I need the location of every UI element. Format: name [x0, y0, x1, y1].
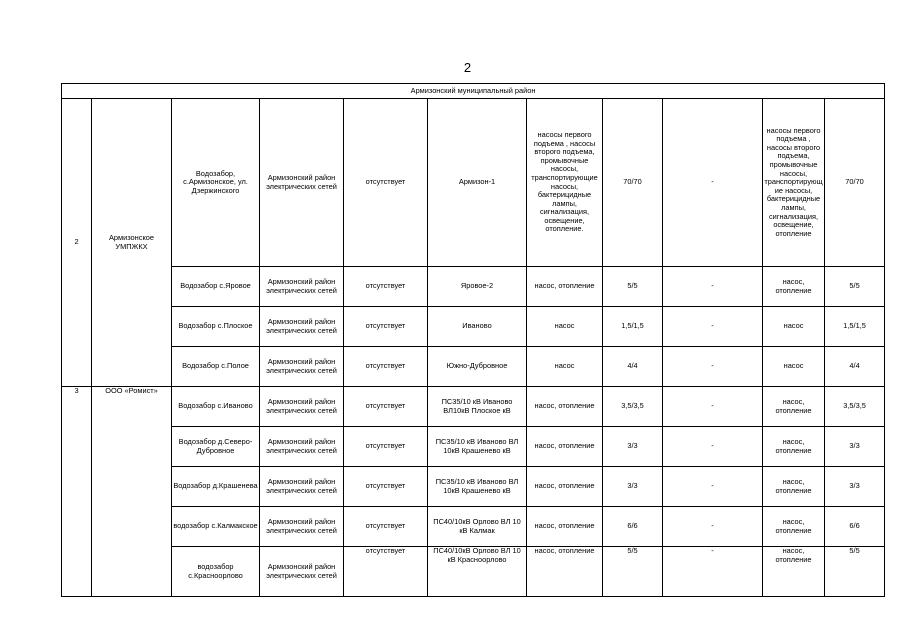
consumers-cell: насос, отопление [527, 467, 603, 507]
district-title: Армизонский муниципальный район [62, 84, 885, 99]
reserve-cell: отсутствует [344, 547, 428, 597]
power-supply-table [61, 83, 885, 597]
dash-cell: - [663, 387, 763, 427]
site-cell: Водозабор с.Плоское [172, 307, 260, 347]
power2-cell: 4/4 [825, 347, 885, 387]
dash-cell: - [663, 347, 763, 387]
site-cell: водозабор с.Красноорлово [172, 547, 260, 597]
reserve-cell: отсутствует [344, 467, 428, 507]
substation-cell: Иваново [428, 307, 527, 347]
consumers2-cell: насос, отопление [763, 387, 825, 427]
network-cell: Армизонский район электрических сетей [260, 307, 344, 347]
dash-cell: - [663, 467, 763, 507]
power-cell: 6/6 [603, 507, 663, 547]
site-cell: Водозабор с.Иваново [172, 387, 260, 427]
site-cell: Водозабор д.Северо-Дубровное [172, 427, 260, 467]
power2-cell: 70/70 [825, 99, 885, 267]
power2-cell: 5/5 [825, 547, 885, 597]
substation-cell: ПС35/10 кВ Иваново ВЛ 10кВ Крашенево кВ [428, 427, 527, 467]
consumers2-cell: насос, отопление [763, 267, 825, 307]
consumers-cell: насосы первого подъема , насосы второго подъема, промывочные насосы, транспортирующие насосы, бактерицидные лампы, сигнализация, освещение, отопление. [527, 99, 603, 267]
consumers-cell: насос, отопление [527, 267, 603, 307]
network-cell: Армизонский район электрических сетей [260, 507, 344, 547]
network-cell: Армизонский район электрических сетей [260, 99, 344, 267]
power-cell: 5/5 [603, 267, 663, 307]
substation-cell: ПС35/10 кВ Иваново ВЛ10кВ Плоское кВ [428, 387, 527, 427]
network-cell: Армизонский район электрических сетей [260, 267, 344, 307]
dash-cell: - [663, 427, 763, 467]
row-number: 3 [62, 387, 92, 597]
power-cell: 5/5 [603, 547, 663, 597]
dash-cell: - [663, 99, 763, 267]
power-cell: 3/3 [603, 467, 663, 507]
dash-cell: - [663, 307, 763, 347]
reserve-cell: отсутствует [344, 307, 428, 347]
consumers-cell: насос, отопление [527, 547, 603, 597]
network-cell: Армизонский район электрических сетей [260, 467, 344, 507]
substation-cell: ПС35/10 кВ Иваново ВЛ 10кВ Крашенево кВ [428, 467, 527, 507]
table-row [62, 467, 885, 507]
site-cell: Водозабор с.Полое [172, 347, 260, 387]
consumers-cell: насос, отопление [527, 387, 603, 427]
consumers-cell: насос [527, 347, 603, 387]
dash-cell: - [663, 547, 763, 597]
consumers2-cell: насос, отопление [763, 467, 825, 507]
power2-cell: 6/6 [825, 507, 885, 547]
site-cell: Водозабор с.Яровое [172, 267, 260, 307]
substation-cell: ПС40/10кВ Орлово ВЛ 10 кВ Калмак [428, 507, 527, 547]
consumers2-cell: насос, отопление [763, 547, 825, 597]
power2-cell: 3/3 [825, 427, 885, 467]
consumers2-cell: насос [763, 307, 825, 347]
reserve-cell: отсутствует [344, 99, 428, 267]
consumers2-cell: насос, отопление [763, 507, 825, 547]
table-row [62, 307, 885, 347]
power2-cell: 3/3 [825, 467, 885, 507]
substation-cell: Яровое-2 [428, 267, 527, 307]
substation-cell: Армизон-1 [428, 99, 527, 267]
power-cell: 70/70 [603, 99, 663, 267]
table-row [62, 547, 885, 597]
substation-cell: ПС40/10кВ Орлово ВЛ 10 кВ Красноорлово [428, 547, 527, 597]
dash-cell: - [663, 507, 763, 547]
reserve-cell: отсутствует [344, 507, 428, 547]
table-row [62, 347, 885, 387]
table-row [62, 267, 885, 307]
reserve-cell: отсутствует [344, 387, 428, 427]
network-cell: Армизонский район электрических сетей [260, 427, 344, 467]
table-row [62, 427, 885, 467]
row-number: 2 [62, 99, 92, 387]
consumers-cell: насос [527, 307, 603, 347]
power2-cell: 3,5/3,5 [825, 387, 885, 427]
table-row [62, 507, 885, 547]
power-cell: 1,5/1,5 [603, 307, 663, 347]
power2-cell: 5/5 [825, 267, 885, 307]
substation-cell: Южно-Дубровное [428, 347, 527, 387]
reserve-cell: отсутствует [344, 427, 428, 467]
organization-cell: Армизонское УМПЖКХ [92, 99, 172, 387]
consumers2-cell: насос, отопление [763, 427, 825, 467]
power-cell: 3/3 [603, 427, 663, 467]
consumers2-cell: насос [763, 347, 825, 387]
network-cell: Армизонский район электрических сетей [260, 347, 344, 387]
site-cell: Водозабор д.Крашенева [172, 467, 260, 507]
network-cell: Армизонский район электрических сетей [260, 387, 344, 427]
site-cell: Водозабор, с.Армизонское, ул. Дзержинского [172, 99, 260, 267]
page-number: 2 [463, 60, 472, 75]
table-row [62, 387, 885, 427]
reserve-cell: отсутствует [344, 347, 428, 387]
power-cell: 4/4 [603, 347, 663, 387]
power2-cell: 1,5/1,5 [825, 307, 885, 347]
dash-cell: - [663, 267, 763, 307]
consumers-cell: насос, отопление [527, 507, 603, 547]
power-cell: 3,5/3,5 [603, 387, 663, 427]
organization-cell: ООО «Ромист» [92, 387, 172, 597]
site-cell: водозабор с.Калмакское [172, 507, 260, 547]
table-row [62, 99, 885, 267]
consumers-cell: насос, отопление [527, 427, 603, 467]
network-cell: Армизонский район электрических сетей [260, 547, 344, 597]
reserve-cell: отсутствует [344, 267, 428, 307]
consumers2-cell: насосы первого подъема , насосы второго подъема, промывочные насосы, транспортирующие насосы, бактерицидные лампы, сигнализация, освещение, отопление [763, 99, 825, 267]
